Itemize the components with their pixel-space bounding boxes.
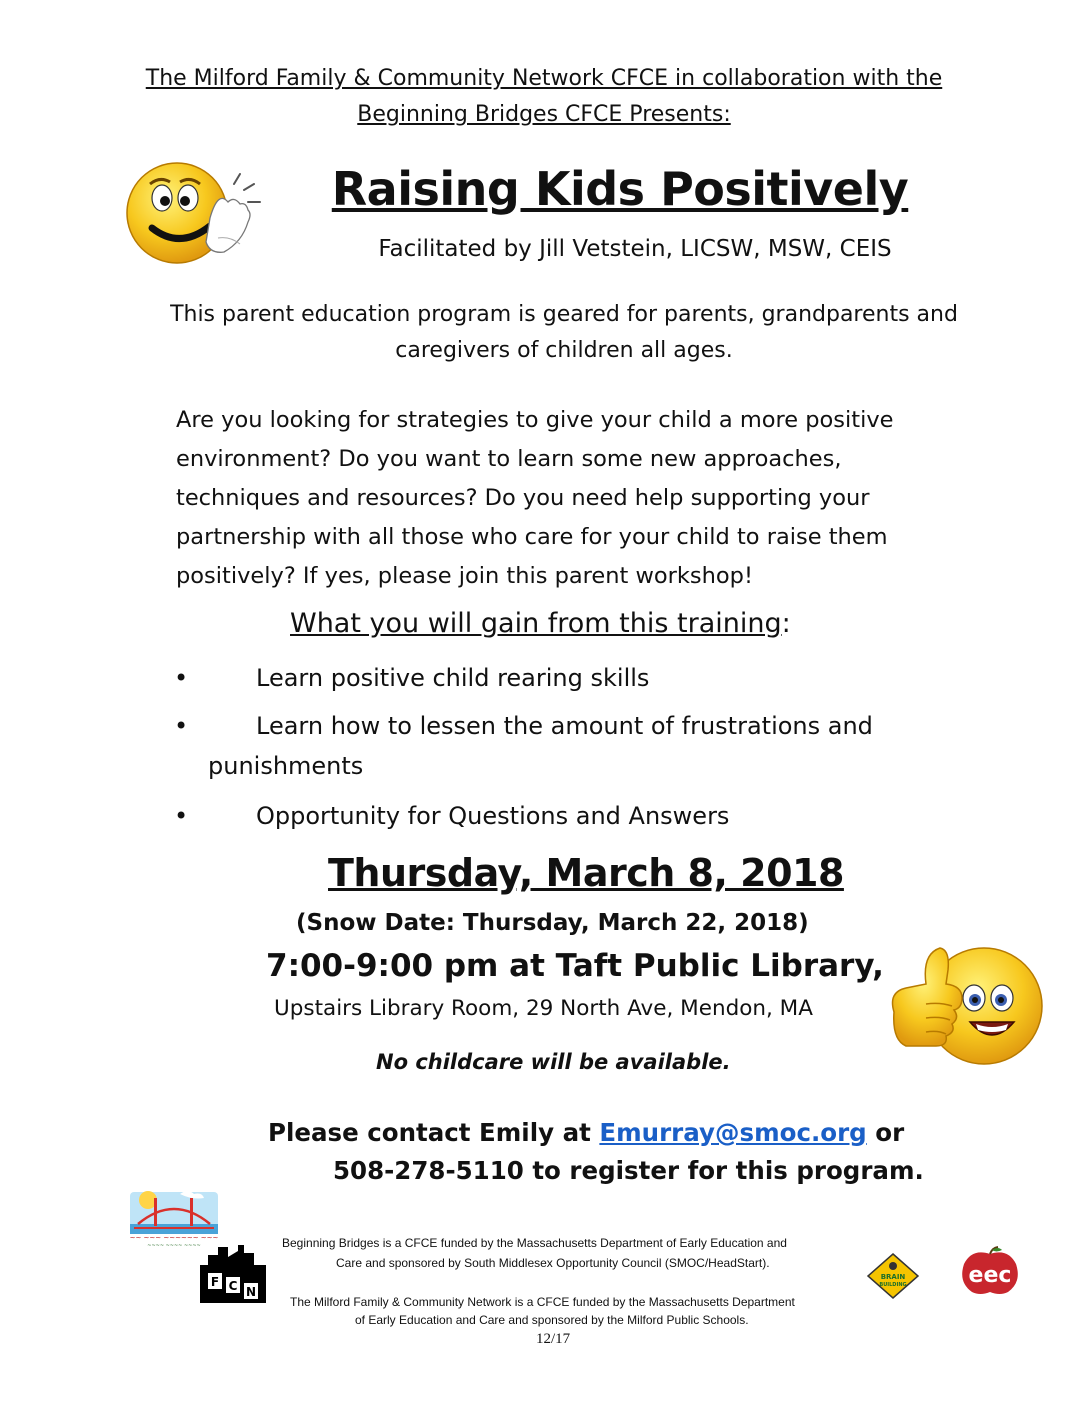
facilitator-line: Facilitated by Jill Vetstein, LICSW, MSW, CEIS xyxy=(378,236,892,262)
contact-email-link[interactable]: Emurray@smoc.org xyxy=(599,1118,867,1147)
bullet-dot: • xyxy=(174,712,189,740)
questions-line: environment? Do you want to learn some new approaches, xyxy=(176,446,842,472)
event-date: Thursday, March 8, 2018 xyxy=(328,851,844,895)
brain-building-logo xyxy=(866,1252,920,1300)
svg-text:BRAIN: BRAIN xyxy=(880,1273,906,1281)
event-time-place: 7:00-9:00 pm at Taft Public Library, xyxy=(266,948,884,984)
footer-bb-line-1: Beginning Bridges is a CFCE funded by the Massachusetts Department of Early Education and xyxy=(282,1236,787,1250)
intro-line-2: caregivers of children all ages. xyxy=(395,338,733,363)
thumbs-up-smiley-icon xyxy=(886,934,1056,1066)
bullet-item-3: Opportunity for Questions and Answers xyxy=(256,802,730,830)
contact-line-2: 508-278-5110 to register for this program. xyxy=(333,1156,924,1185)
footer-bb-line-2: Care and sponsored by South Middlesex Opportunity Council (SMOC/HeadStart). xyxy=(336,1256,770,1270)
svg-text:~~ ~~~ ~~~~~~ ~~~: ~~ ~~~ ~~~~~~ ~~~ xyxy=(129,1234,219,1242)
questions-paragraph xyxy=(176,401,1056,596)
eec-logo xyxy=(958,1246,1022,1296)
fcn-logo xyxy=(198,1243,268,1305)
svg-text:BUILDING: BUILDING xyxy=(879,1282,907,1288)
bullet-item-2: Learn how to lessen the amount of frustrations and xyxy=(256,712,873,740)
waving-smiley-icon xyxy=(122,158,272,268)
intro-line-1: This parent education program is geared for parents, grandparents and xyxy=(170,302,958,327)
header-line-2: Beginning Bridges CFCE Presents: xyxy=(357,102,731,127)
bullet-item-2-cont: punishments xyxy=(208,752,364,780)
beginning-bridges-logo xyxy=(128,1184,220,1248)
svg-text:eec: eec xyxy=(968,1263,1012,1288)
snow-date: (Snow Date: Thursday, March 22, 2018) xyxy=(296,910,809,936)
questions-line: partnership with all those who care for your child to raise them xyxy=(176,524,888,550)
footer-mfcn-line-2: of Early Education and Care and sponsored by the Milford Public Schools. xyxy=(355,1313,749,1327)
page-number: 12/17 xyxy=(536,1331,571,1347)
svg-text:C: C xyxy=(228,1279,238,1293)
questions-line: techniques and resources? Do you need help supporting your xyxy=(176,485,870,511)
gain-heading: What you will gain from this training: xyxy=(290,608,791,639)
questions-line: positively? If yes, please join this parent workshop! xyxy=(176,563,753,589)
event-room: Upstairs Library Room, 29 North Ave, Mendon, MA xyxy=(274,996,813,1021)
footer-mfcn-line-1: The Milford Family & Community Network is a CFCE funded by the Massachusetts Department xyxy=(290,1295,795,1309)
bullet-item-1: Learn positive child rearing skills xyxy=(256,664,650,692)
svg-text:N: N xyxy=(245,1285,257,1299)
contact-line-1: Please contact Emily at Emurray@smoc.org or xyxy=(268,1118,905,1147)
header-line-1: The Milford Family & Community Network CFCE in collaboration with the xyxy=(145,66,943,91)
page-title: Raising Kids Positively xyxy=(331,162,909,216)
svg-text:F: F xyxy=(210,1275,220,1289)
bullet-dot: • xyxy=(174,664,189,692)
questions-line: Are you looking for strategies to give your child a more positive xyxy=(176,407,894,433)
childcare-note: No childcare will be available. xyxy=(376,1050,731,1074)
bullet-dot: • xyxy=(174,802,189,830)
svg-text:~~~~ ~~~~ ~~~~: ~~~~ ~~~~ ~~~~ xyxy=(147,1243,201,1248)
